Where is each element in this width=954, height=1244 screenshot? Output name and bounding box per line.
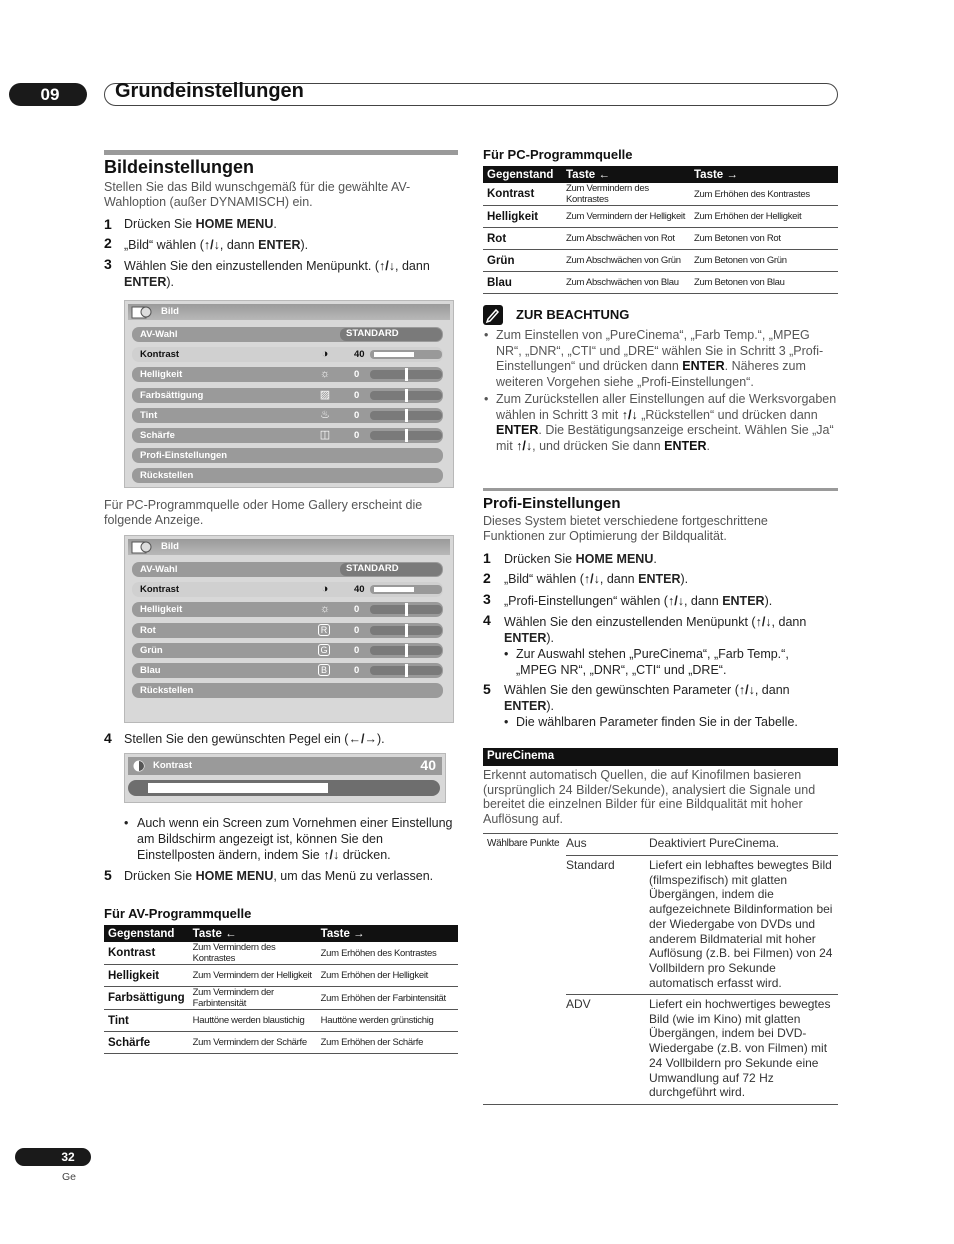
row-label: Helligkeit: [483, 206, 562, 228]
step-2-text: „Bild“ wählen (↑/↓, dann ENTER).: [124, 238, 309, 252]
table-header: Taste →: [317, 925, 458, 942]
profi-step-5-bullet: Die wählbaren Parameter finden Sie in der Tabelle.: [516, 715, 798, 729]
tint-icon: ♨: [320, 408, 330, 421]
row-description: Zum Betonen von Grün: [690, 250, 838, 272]
section-rule: [104, 150, 458, 155]
step-number: 5: [104, 867, 112, 883]
row-label: Tint: [104, 1010, 189, 1032]
setting-value: 0: [354, 665, 360, 676]
section-title-profi: Profi-Einstellungen: [483, 495, 621, 512]
row-label: Schärfe: [104, 1032, 189, 1054]
table-header: Taste →: [690, 166, 838, 183]
purecinema-header: PureCinema: [483, 748, 838, 766]
bullet-dot: •: [484, 328, 489, 342]
step-number: 1: [483, 550, 491, 566]
table-header: Gegenstand: [483, 166, 562, 183]
menu-item-farbsättigung[interactable]: [132, 388, 443, 403]
row-description: Zum Vermindern des Kontrastes: [562, 183, 690, 206]
menu-item-rückstellen[interactable]: [132, 468, 443, 483]
level-slider[interactable]: [370, 391, 442, 400]
menu-item-tint[interactable]: [132, 408, 443, 423]
profi-step-5: Wählen Sie den gewünschten Parameter (↑/↓, dann ENTER).: [504, 683, 790, 713]
slider-marker: [405, 624, 408, 637]
step-number: 2: [104, 235, 112, 251]
arrow-up-down-icon: ↑/↓: [203, 238, 220, 252]
picture-menu-icon: [131, 539, 153, 555]
setting-value: 0: [354, 604, 360, 616]
green-icon: G: [318, 644, 330, 656]
setting-value: 0: [354, 430, 360, 441]
value-text: STANDARD: [346, 563, 399, 574]
row-description: Zum Erhöhen des Kontrastes: [690, 183, 838, 206]
osd-level-label: Kontrast: [153, 760, 193, 771]
table-divider: [483, 833, 838, 834]
profi-step-4-bullet: Zur Auswahl stehen „PureCinema“, „Farb Temp.“, „MPEG NR“, „DNR“, „CTI“ und „DRE“.: [516, 647, 789, 677]
value-text: STANDARD: [346, 328, 399, 339]
step-number: 4: [483, 612, 491, 628]
slider-marker: [405, 368, 408, 381]
setting-value: 40: [354, 349, 365, 361]
selectable-points-label: Wählbare Punkte: [487, 838, 560, 849]
table-row: [104, 987, 458, 1010]
table-row: [483, 272, 838, 294]
row-description: Zum Vermindern der Schärfe: [189, 1032, 317, 1054]
menu-item-av-wahl[interactable]: [132, 327, 443, 342]
option-name: Aus: [566, 836, 587, 850]
row-description: Zum Vermindern des Kontrastes: [189, 942, 317, 965]
level-slider[interactable]: [370, 350, 442, 359]
step-number: 1: [104, 216, 112, 232]
table-row: [104, 1010, 458, 1032]
row-divider: [566, 855, 838, 856]
row-label: Rot: [483, 228, 562, 250]
row-description: Zum Betonen von Blau: [690, 272, 838, 294]
menu-item-label: Tint: [140, 409, 158, 421]
setting-value: 0: [354, 644, 360, 656]
step-number: 4: [104, 730, 112, 746]
section-title-bildeinstellungen: Bildeinstellungen: [104, 157, 255, 177]
pc-table-title: Für PC-Programmquelle: [483, 147, 633, 162]
av-table-title: Für AV-Programmquelle: [104, 906, 252, 921]
table-row: [104, 942, 458, 965]
bullet-dot: •: [504, 647, 509, 661]
bullet-dot: •: [504, 715, 509, 729]
contrast-icon: ◑: [321, 348, 329, 361]
slider-marker: [405, 664, 408, 677]
pc-settings-table: [483, 166, 838, 294]
note-bullet-2: Zum Zurückstellen aller Einstellungen auf die Werksvorgaben wählen in Schritt 3 mit ↑/↓ „Rückstellen“ und drücken dann ENTER. Die Bestätigungsanzeige erscheint. Wählen Sie „Ja“ mit ↑/↓, und drücken Sie dann ENTER.: [496, 392, 837, 453]
av-mode-value: [340, 563, 442, 576]
menu-item-rückstellen[interactable]: [132, 683, 443, 698]
pc-display-note: Für PC-Programmquelle oder Home Gallery erscheint die folgende Anzeige.: [104, 498, 423, 527]
arrow-up-down-icon: ↑/↓: [379, 259, 396, 273]
level-slider[interactable]: [370, 626, 442, 635]
row-description: Zum Erhöhen des Kontrastes: [317, 942, 458, 965]
sharpness-icon: ◫: [319, 429, 331, 441]
profi-step-2: „Bild“ wählen (↑/↓, dann ENTER).: [504, 572, 689, 586]
menu-item-kontrast[interactable]: [132, 347, 443, 362]
row-description: Hauttöne werden blaustichig: [189, 1010, 317, 1032]
level-slider[interactable]: [370, 585, 442, 594]
profi-step-3: „Profi-Einstellungen“ wählen (↑/↓, dann ENTER).: [504, 594, 773, 608]
menu-item-label: Rückstellen: [140, 470, 194, 482]
menu-item-schärfe[interactable]: [132, 428, 443, 443]
menu-item-helligkeit[interactable]: [132, 602, 443, 617]
brightness-icon: ☼: [319, 368, 331, 381]
slider-marker: [405, 389, 408, 402]
menu-item-label: Rückstellen: [140, 685, 194, 697]
menu-item-label: Profi-Einstellungen: [140, 450, 228, 462]
level-slider[interactable]: [370, 605, 442, 614]
row-description: Zum Erhöhen der Schärfe: [317, 1032, 458, 1054]
row-description: Zum Erhöhen der Helligkeit: [317, 965, 458, 987]
row-description: Zum Erhöhen der Farbintensität: [317, 987, 458, 1010]
table-header: Gegenstand: [104, 925, 189, 942]
row-description: Zum Betonen von Rot: [690, 228, 838, 250]
option-name: ADV: [566, 997, 591, 1011]
table-header: Taste ←: [189, 925, 317, 942]
setting-value: 40: [354, 584, 365, 596]
note-pencil-icon: [483, 305, 503, 325]
row-label: Kontrast: [104, 942, 189, 965]
contrast-icon: ◑: [321, 583, 329, 596]
profi-step-1: Drücken Sie HOME MENU.: [504, 552, 657, 566]
osd-picture-menu: [124, 300, 454, 488]
arrow-up-down-icon: ↑/↓: [738, 683, 755, 697]
level-slider[interactable]: [370, 666, 442, 675]
blue-icon: B: [318, 664, 330, 676]
setting-value: 0: [354, 409, 360, 421]
menu-item-helligkeit[interactable]: [132, 367, 443, 382]
row-description: Zum Vermindern der Farbintensität: [189, 987, 317, 1010]
menu-item-label: Kontrast: [140, 584, 180, 596]
level-slider[interactable]: [370, 646, 442, 655]
table-row: [104, 1032, 458, 1054]
profi-intro: Dieses System bietet verschiedene fortgeschrittene Funktionen zur Optimierung der Bildqualität.: [483, 514, 768, 543]
osd-header: [128, 539, 450, 555]
row-label: Grün: [483, 250, 562, 272]
osd-header-label: Bild: [161, 306, 179, 317]
menu-item-label: Helligkeit: [140, 604, 183, 616]
osd-level-adjust: [124, 753, 446, 803]
setting-value: 0: [354, 369, 360, 381]
slider-marker: [405, 603, 408, 616]
menu-item-rot[interactable]: [132, 623, 443, 638]
arrow-up-down-icon: ↑/↓: [516, 438, 533, 453]
page-language: Ge: [62, 1171, 77, 1183]
slider-fill: [374, 352, 414, 357]
table-row: [483, 228, 838, 250]
chapter-title: Grundeinstellungen: [115, 80, 304, 102]
table-row: [483, 250, 838, 272]
av-settings-table: [104, 925, 458, 1054]
arrow-up-down-icon: ↑/↓: [323, 848, 340, 862]
osd-header-label: Bild: [161, 541, 179, 552]
row-label: Blau: [483, 272, 562, 294]
slider-marker: [405, 429, 408, 442]
step-4-text: Stellen Sie den gewünschten Pegel ein (←/→).: [124, 732, 385, 746]
menu-item-label: AV-Wahl: [140, 329, 178, 340]
level-slider[interactable]: [370, 370, 442, 379]
setting-value: 0: [354, 624, 360, 636]
bullet-dot: •: [124, 816, 129, 830]
arrow-up-down-icon: ↑/↓: [621, 407, 638, 422]
level-slider[interactable]: [370, 411, 442, 420]
menu-item-label: Schärfe: [140, 430, 175, 441]
row-divider: [566, 994, 838, 995]
picture-menu-icon: [131, 304, 153, 320]
menu-item-grün[interactable]: [132, 643, 443, 658]
step-5-text: Drücken Sie HOME MENU, um das Menü zu verlassen.: [124, 869, 434, 883]
av-mode-value: [340, 328, 442, 341]
option-description: Liefert ein lebhaftes bewegtes Bild (filmspezifisch) mit glatten Übergängen, indem die aufgezeichnete Bildinformation bei der Wiedergabe von DVDs und anderem Bildmaterial mit hoher Auflösung (z.B. bei Filmen) von 24 Vollbildern pro Sekunde automatisch erfasst wird.: [649, 858, 833, 990]
osd-header: [128, 304, 450, 320]
osd-picture-menu-pc: [124, 535, 454, 723]
note-title: ZUR BEACHTUNG: [516, 307, 630, 322]
arrow-up-down-icon: ↑/↓: [755, 615, 772, 629]
row-description: Zum Vermindern der Helligkeit: [562, 206, 690, 228]
row-description: Zum Abschwächen von Rot: [562, 228, 690, 250]
chapter-number-badge: 09: [9, 83, 87, 106]
step-1-text: Drücken Sie HOME MENU.: [124, 217, 277, 231]
step-number: 3: [104, 256, 112, 272]
row-label: Farbsättigung: [104, 987, 189, 1010]
row-label: Helligkeit: [104, 965, 189, 987]
option-description: Deaktiviert PureCinema.: [649, 836, 780, 850]
level-bar-fill: [148, 783, 328, 793]
row-description: Zum Abschwächen von Blau: [562, 272, 690, 294]
menu-item-label: Blau: [140, 665, 161, 676]
section-rule: [483, 488, 838, 491]
slider-marker: [405, 409, 408, 422]
setting-value: 0: [354, 389, 360, 401]
osd-level-value: 40: [420, 757, 436, 773]
menu-item-av-wahl[interactable]: [132, 562, 443, 577]
table-divider: [483, 1104, 838, 1105]
page-number: 32: [15, 1148, 91, 1166]
step-number: 2: [483, 570, 491, 586]
bullet-dot: •: [484, 392, 489, 406]
menu-item-label: AV-Wahl: [140, 564, 178, 575]
arrow-up-down-icon: ↑/↓: [667, 594, 684, 608]
section-intro: Stellen Sie das Bild wunschgemäß für die gewählte AV-Wahloption (außer DYNAMISCH) ein.: [104, 180, 411, 209]
menu-item-label: Rot: [140, 624, 156, 636]
row-description: Hauttöne werden grünstichig: [317, 1010, 458, 1032]
arrow-up-down-icon: ↑/↓: [583, 572, 600, 586]
menu-item-label: Grün: [140, 644, 163, 656]
option-name: Standard: [566, 858, 615, 872]
row-description: Zum Erhöhen der Helligkeit: [690, 206, 838, 228]
row-label: Kontrast: [483, 183, 562, 206]
slider-fill: [374, 587, 414, 592]
step-3-text: Wählen Sie den einzustellenden Menüpunkt. (↑/↓, dann ENTER).: [124, 259, 430, 289]
row-description: Zum Abschwächen von Grün: [562, 250, 690, 272]
table-row: [104, 965, 458, 987]
table-row: [483, 206, 838, 228]
color-saturation-icon: ▨: [319, 388, 331, 401]
step-number: 5: [483, 681, 491, 697]
table-header: Taste ←: [562, 166, 690, 183]
contrast-icon: [133, 760, 145, 772]
purecinema-description: Erkennt automatisch Quellen, die auf Kinofilmen basieren (ursprünglich 24 Bilder/Sekunde), analysiert die Signale und bereitet die einzelnen Bilder für eine Bildqualität mit hoher Auflösung auf.: [483, 768, 816, 826]
bullet-change-item-text: Auch wenn ein Screen zum Vornehmen einer Einstellung am Bildschirm angezeigt ist, können Sie den Einstellposten ändern, indem Sie ↑/↓ drücken.: [137, 816, 453, 862]
level-slider[interactable]: [370, 431, 442, 440]
note-bullet-1: Zum Einstellen von „PureCinema“, „Farb Temp.“, „MPEG NR“, „DNR“, „CTI“ und „DRE“ wählen Sie in Schritt 3 „Profi-Einstellungen“ und drücken dann ENTER. Näheres zum weiteren Vorgehen siehe „Profi-Einstellungen“.: [496, 328, 824, 389]
arrow-left-right-icon: ←/→: [348, 732, 377, 746]
option-description: Liefert ein hochwertiges bewegtes Bild (wie im Kino) mit glatten Übergängen, indem bei DVD-Wiedergabe (z.B. von Filmen) mit 24 Vollbildern pro Sekunde eine Umwandlung auf 72 Hz durchgeführt wird.: [649, 997, 831, 1100]
menu-item-kontrast[interactable]: [132, 582, 443, 597]
menu-item-profi-einstellungen[interactable]: [132, 448, 443, 463]
red-icon: R: [318, 624, 330, 636]
table-row: [483, 183, 838, 206]
brightness-icon: ☼: [319, 603, 331, 616]
profi-step-4: Wählen Sie den einzustellenden Menüpunkt (↑/↓, dann ENTER).: [504, 615, 807, 645]
level-bar[interactable]: [128, 780, 440, 796]
row-description: Zum Vermindern der Helligkeit: [189, 965, 317, 987]
slider-marker: [405, 644, 408, 657]
step-number: 3: [483, 591, 491, 607]
menu-item-label: Farbsättigung: [140, 389, 204, 401]
menu-item-blau[interactable]: [132, 663, 443, 678]
osd-level-header: [128, 757, 442, 775]
menu-item-label: Helligkeit: [140, 369, 183, 381]
menu-item-label: Kontrast: [140, 349, 180, 361]
